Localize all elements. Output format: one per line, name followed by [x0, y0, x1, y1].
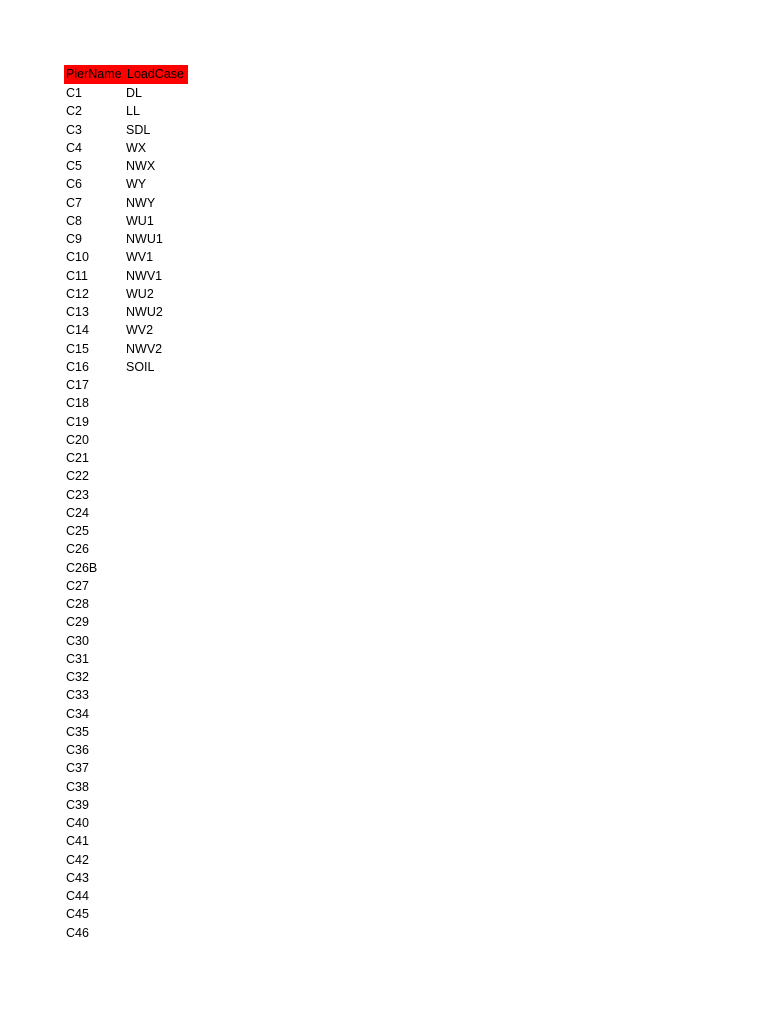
table-row: [64, 486, 188, 504]
table-row: [64, 595, 188, 613]
table-row: [64, 832, 188, 850]
piername-cell[interactable]: C36: [66, 743, 89, 758]
piername-cell[interactable]: C16: [66, 359, 89, 374]
table-row: [64, 121, 188, 139]
piername-cell[interactable]: C6: [66, 177, 82, 192]
piername-cell[interactable]: C14: [66, 323, 89, 338]
table-row: [64, 887, 188, 905]
loadcase-cell[interactable]: SDL: [126, 122, 151, 137]
table-row: [64, 668, 188, 686]
table-row: [64, 504, 188, 522]
table-body: [64, 84, 188, 942]
table-row: [64, 577, 188, 595]
table-row: [64, 559, 188, 577]
piername-cell[interactable]: C43: [66, 870, 89, 885]
table-row: [64, 449, 188, 467]
table-row: [64, 84, 188, 102]
table-row: [64, 467, 188, 485]
loadcase-cell[interactable]: NWV2: [126, 341, 163, 356]
loadcase-cell[interactable]: NWY: [126, 195, 156, 210]
loadcase-cell[interactable]: NWX: [126, 159, 156, 174]
piername-cell[interactable]: C25: [66, 524, 89, 539]
table-row: [64, 194, 188, 212]
piername-cell[interactable]: C24: [66, 505, 89, 520]
piername-cell[interactable]: C9: [66, 232, 82, 247]
table-row: [64, 157, 188, 175]
loadcase-cell[interactable]: WY: [126, 177, 147, 192]
table-row: [64, 212, 188, 230]
table-row: [64, 705, 188, 723]
loadcase-cell[interactable]: SOIL: [126, 359, 155, 374]
table-row: [64, 321, 188, 339]
table-row: [64, 869, 188, 887]
piername-cell[interactable]: C26B: [66, 560, 98, 575]
table-row: [64, 778, 188, 796]
table-row: [64, 650, 188, 668]
table-row: [64, 723, 188, 741]
piername-cell[interactable]: C32: [66, 670, 89, 685]
piername-cell[interactable]: C29: [66, 615, 89, 630]
loadcase-cell[interactable]: NWV1: [126, 268, 163, 283]
piername-cell[interactable]: C8: [66, 213, 82, 228]
piername-cell[interactable]: C37: [66, 761, 89, 776]
piername-cell[interactable]: C33: [66, 688, 89, 703]
piername-cell[interactable]: C1: [66, 86, 82, 101]
table-row: [64, 376, 188, 394]
piername-cell[interactable]: C35: [66, 724, 89, 739]
table-row: [64, 686, 188, 704]
table-row: [64, 267, 188, 285]
table-row: [64, 540, 188, 558]
loadcase-cell[interactable]: WX: [126, 140, 147, 155]
table-row: [64, 759, 188, 777]
table-row: [64, 413, 188, 431]
loadcase-cell[interactable]: DL: [126, 86, 142, 101]
table-row: [64, 102, 188, 120]
piername-cell[interactable]: C42: [66, 852, 89, 867]
table-row: [64, 796, 188, 814]
header-piername-cell[interactable]: PierName: [64, 65, 126, 84]
piername-cell[interactable]: C38: [66, 779, 89, 794]
table-row: [64, 175, 188, 193]
table-row: [64, 851, 188, 869]
piername-cell[interactable]: C7: [66, 195, 82, 210]
piername-cell[interactable]: C23: [66, 487, 89, 502]
piername-cell[interactable]: C3: [66, 122, 82, 137]
table-row: [64, 431, 188, 449]
table-row: [64, 139, 188, 157]
loadcase-cell[interactable]: WV2: [126, 323, 154, 338]
piername-cell[interactable]: C41: [66, 834, 89, 849]
piername-cell[interactable]: C18: [66, 396, 89, 411]
piername-cell[interactable]: C5: [66, 159, 82, 174]
table-row: [64, 905, 188, 923]
piername-cell[interactable]: C12: [66, 286, 89, 301]
table-row: [64, 340, 188, 358]
piername-cell[interactable]: C31: [66, 651, 89, 666]
header-loadcase-cell[interactable]: LoadCase: [126, 65, 188, 84]
piername-cell[interactable]: C10: [66, 250, 89, 265]
loadcase-cell[interactable]: WU2: [126, 286, 154, 301]
header-row: [64, 65, 188, 84]
piername-cell[interactable]: C28: [66, 597, 89, 612]
piername-cell[interactable]: C44: [66, 889, 89, 904]
table-row: [64, 741, 188, 759]
loadcase-cell[interactable]: NWU1: [126, 232, 163, 247]
loadcase-cell[interactable]: NWU2: [126, 305, 163, 320]
piername-cell[interactable]: C20: [66, 432, 89, 447]
table-row: [64, 248, 188, 266]
piername-cell[interactable]: C15: [66, 341, 89, 356]
table-row: [64, 358, 188, 376]
spreadsheet-table: [64, 65, 188, 942]
piername-cell[interactable]: C45: [66, 907, 89, 922]
piername-cell[interactable]: C22: [66, 469, 89, 484]
table-row: [64, 303, 188, 321]
piername-cell[interactable]: C21: [66, 451, 89, 466]
piername-cell[interactable]: C27: [66, 578, 89, 593]
table-row: [64, 285, 188, 303]
table-row: [64, 613, 188, 631]
table-row: [64, 394, 188, 412]
piername-cell[interactable]: C13: [66, 305, 89, 320]
loadcase-cell[interactable]: WV1: [126, 250, 154, 265]
table-row: [64, 230, 188, 248]
table-row: [64, 814, 188, 832]
piername-cell[interactable]: C17: [66, 378, 89, 393]
table-row: [64, 632, 188, 650]
piername-cell[interactable]: C30: [66, 633, 89, 648]
piername-cell[interactable]: C26: [66, 542, 89, 557]
loadcase-cell[interactable]: LL: [126, 104, 140, 119]
table-row: [64, 924, 188, 942]
piername-cell[interactable]: C40: [66, 816, 89, 831]
piername-cell[interactable]: C34: [66, 706, 89, 721]
piername-cell[interactable]: C39: [66, 797, 89, 812]
piername-cell[interactable]: C46: [66, 925, 89, 940]
piername-cell[interactable]: C19: [66, 414, 89, 429]
piername-cell[interactable]: C4: [66, 140, 82, 155]
loadcase-cell[interactable]: WU1: [126, 213, 154, 228]
piername-cell[interactable]: C2: [66, 104, 82, 119]
table-row: [64, 522, 188, 540]
piername-cell[interactable]: C11: [66, 268, 89, 283]
